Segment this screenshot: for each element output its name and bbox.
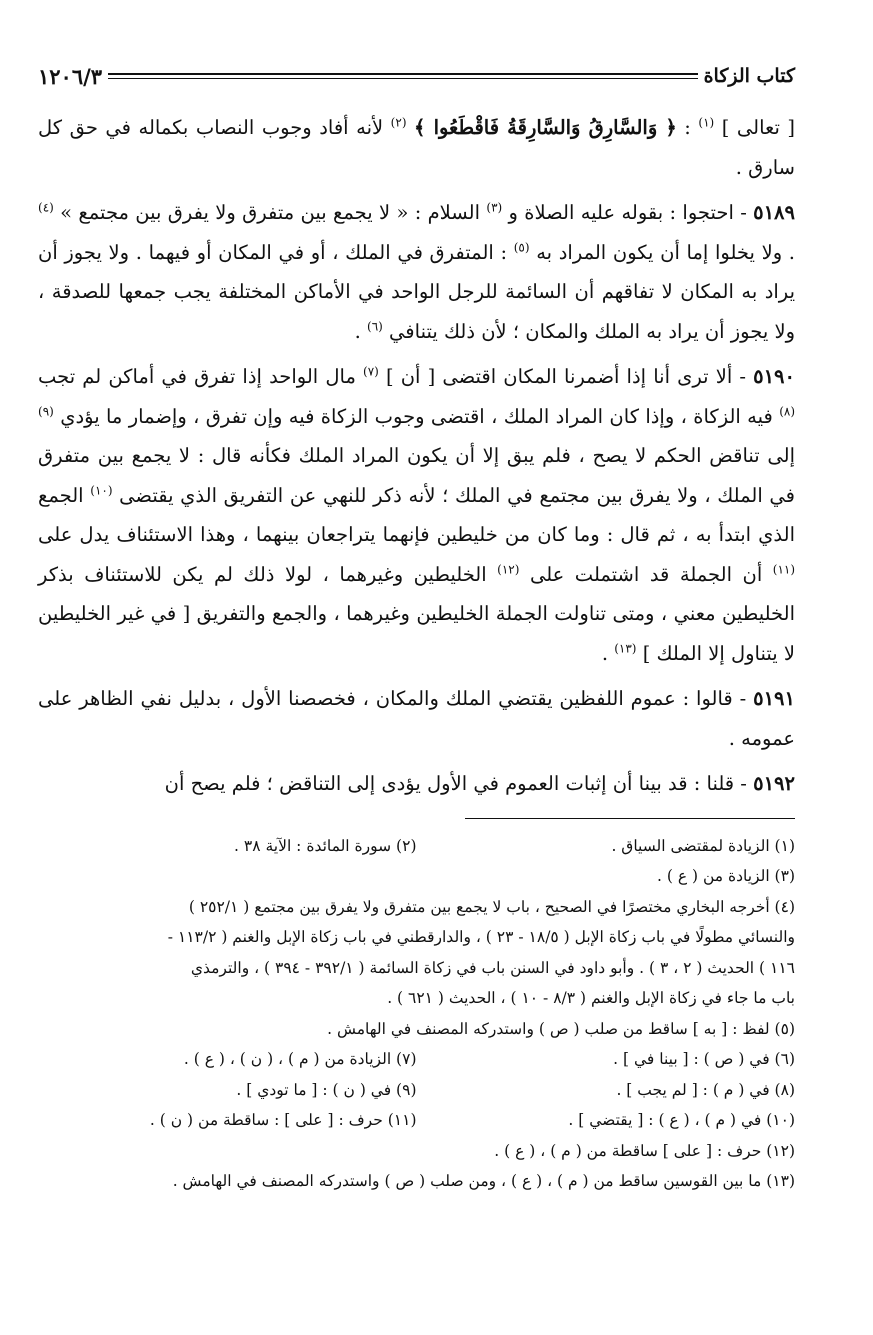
text: الجمع الذي ابتدأ به ، ثم قال : وما كان من خليطين فإنهما يتراجعان بينهما ، وهذا الاستئناف يدل على <box>38 483 795 546</box>
text: السلام : « لا يجمع بين متفرق ولا يفرق بين مجتمع » <box>60 201 481 224</box>
footnote-ref: (٧) <box>363 364 379 379</box>
footnote-separator <box>465 818 795 819</box>
footnote-ref: (٦) <box>367 319 383 333</box>
document-page <box>38 58 795 1335</box>
running-head <box>38 58 795 94</box>
text: إلى تناقض الحكم لا يصح ، فلم يبق إلا أن يكون المراد الملك فكأنه قال : لا يجمع بين متفرق في الملك ، ولا يفرق بين مجتمع في الملك ؛ لأنه ذكر للنهي عن التفريق الذي يقتضى <box>38 444 795 507</box>
text: - ألا ترى أنا إذا أضمرنا المكان اقتضى [ أن ] <box>386 365 754 388</box>
footnote-row <box>38 1044 795 1075</box>
footnote-8: (٨) في ( م ) : [ لم يجب ] . <box>616 1080 795 1099</box>
footnote-1: (١) الزيادة لمقتضى السياق . <box>611 836 795 855</box>
quran-verse: ﴿ وَالسَّارِقُ وَالسَّارِقَةُ فَاقْطَعُوا ﴾ <box>414 116 677 139</box>
text: - احتجوا : بقوله عليه الصلاة و <box>508 201 754 224</box>
book-title: كتاب الزكاة <box>703 65 795 87</box>
header-rule <box>108 73 698 79</box>
footnote-6: (٦) في ( ص ) : [ بينا في ] . <box>613 1050 795 1068</box>
text: - قلنا : قد بينا أن إثبات العموم في الأول يؤدى إلى التناقض ؛ فلم يصح أن <box>164 772 754 795</box>
footnote-ref: (١١) <box>772 562 796 576</box>
paragraph-number: ٥١٩٢ <box>753 772 795 795</box>
footnote-ref: (٨) <box>779 404 796 418</box>
text: . <box>354 319 361 343</box>
paragraph-number: ٥١٩٠ <box>753 365 795 388</box>
text: : المتفرق في الملك ، أو في المكان أو فيهما . ولا يجوز أن يراد به المكان لا تفاقهم أن السائمة للرجل الواحد في الأماكن المختلفة يجب جمعها للصدقة ، ولا يجوز أن يراد به الملك والمكان ؛ لأن ذلك يتنافي <box>38 240 795 343</box>
footnote-13: (١٣) ما بين القوسين ساقط من ( م ) ، ( ع ) ، ومن صلب ( ص ) واستدركه المصنف في الهامش . <box>172 1172 795 1190</box>
text: الخليطين وغيرهما ، لولا ذلك لم يكن للاستئناف بذكر الخليطين معني ، ومتى تناولت الجملة الخليطين وغيرهما ، والجمع والتفريق [ في غير الخليطين لا يتناول إلا الملك ] <box>38 562 795 665</box>
text: [ تعالى ] <box>721 116 795 139</box>
footnote-3: (٣) الزيادة من ( ع ) . <box>656 867 795 885</box>
footnote-5: (٥) لفظ : [ به ] ساقط من صلب ( ص ) واستدركه المصنف في الهامش . <box>327 1019 795 1038</box>
footnote-9: (٩) في ( ن ) : [ ما تودي ] . <box>236 1080 417 1099</box>
footnote-ref: (٢) <box>390 115 407 130</box>
footnote-ref: (٩) <box>38 404 54 418</box>
text: : <box>676 116 691 139</box>
footnote-2: (٢) سورة المائدة : الآية ٣٨ . <box>234 836 417 855</box>
text: أن الجملة قد اشتملت على <box>529 562 763 586</box>
footnote-4-cont: باب ما جاء في زكاة الإبل والغنم ( ٨/٣ - ١٠ ) ، الحديث ( ٦٢١ ) . <box>387 989 795 1007</box>
main-text <box>38 108 795 804</box>
footnote-row <box>38 1105 795 1136</box>
footnotes <box>38 831 795 1197</box>
footnote-ref: (٥) <box>513 240 530 254</box>
paragraph-5189 <box>38 193 795 351</box>
paragraph-5190 <box>38 357 795 673</box>
footnote-ref: (١٣) <box>614 641 637 655</box>
text: فيه الزكاة ، وإذا كان المراد الملك ، اقتضى وجوب الزكاة فيه وإن تفرق ، وإضمار ما يؤدي <box>60 404 773 428</box>
paragraph-5191 <box>38 679 795 758</box>
page-number: ١٢٠٦/٣ <box>38 63 103 89</box>
paragraph-number: ٥١٩١ <box>753 687 795 710</box>
text: - قالوا : عموم اللفظين يقتضي الملك والمكان ، فخصصنا الأول ، بدليل نفي الظاهر على عمومه . <box>38 687 795 750</box>
footnote-ref: (٣) <box>486 200 503 215</box>
text: لأنه أفاد وجوب النصاب بكماله في حق كل سارق . <box>38 116 795 179</box>
footnote-4-cont: والنسائي مطولًا في باب زكاة الإبل ( ١٨/٥ - ٢٣ ) ، والدارقطني في باب زكاة الإبل والغنم ( ١١٣/٢ - <box>167 928 795 946</box>
footnote-ref: (٤) <box>38 200 54 215</box>
footnote-ref: (١٢) <box>497 562 520 576</box>
footnote-ref: (١٠) <box>90 483 113 497</box>
footnote-row <box>38 831 795 862</box>
text: مال الواحد إذا تفرق في أماكن لم تجب <box>38 365 356 388</box>
footnote-4: (٤) أخرجه البخاري مختصرًا في الصحيح ، باب لا يجمع بين متفرق ولا يفرق بين مجتمع ( ٢٥٢/١ ) <box>188 897 795 916</box>
paragraph-5192 <box>38 764 795 804</box>
footnote-10: (١٠) في ( م ) ، ( ع ) : [ يقتضي ] . <box>568 1111 795 1129</box>
footnote-ref: (١) <box>698 115 715 130</box>
footnote-row <box>38 1075 795 1106</box>
footnote-7: (٧) الزيادة من ( م ) ، ( ن ) ، ( ع ) . <box>183 1050 417 1068</box>
footnote-4-cont: ١١٦ ) الحديث ( ٢ ، ٣ ) . وأبو داود في السنن باب في زكاة السائمة ( ٣٩٢/١ - ٣٩٤ ) ، والترمذي <box>190 958 795 977</box>
text: . ولا يخلوا إما أن يكون المراد به <box>536 240 795 264</box>
text: . <box>601 641 609 665</box>
footnote-12: (١٢) حرف : [ على ] ساقطة من ( م ) ، ( ع ) . <box>494 1141 795 1160</box>
paragraph-intro <box>38 108 795 187</box>
paragraph-number: ٥١٨٩ <box>753 201 796 224</box>
footnote-11: (١١) حرف : [ على ] : ساقطة من ( ن ) . <box>149 1111 417 1129</box>
